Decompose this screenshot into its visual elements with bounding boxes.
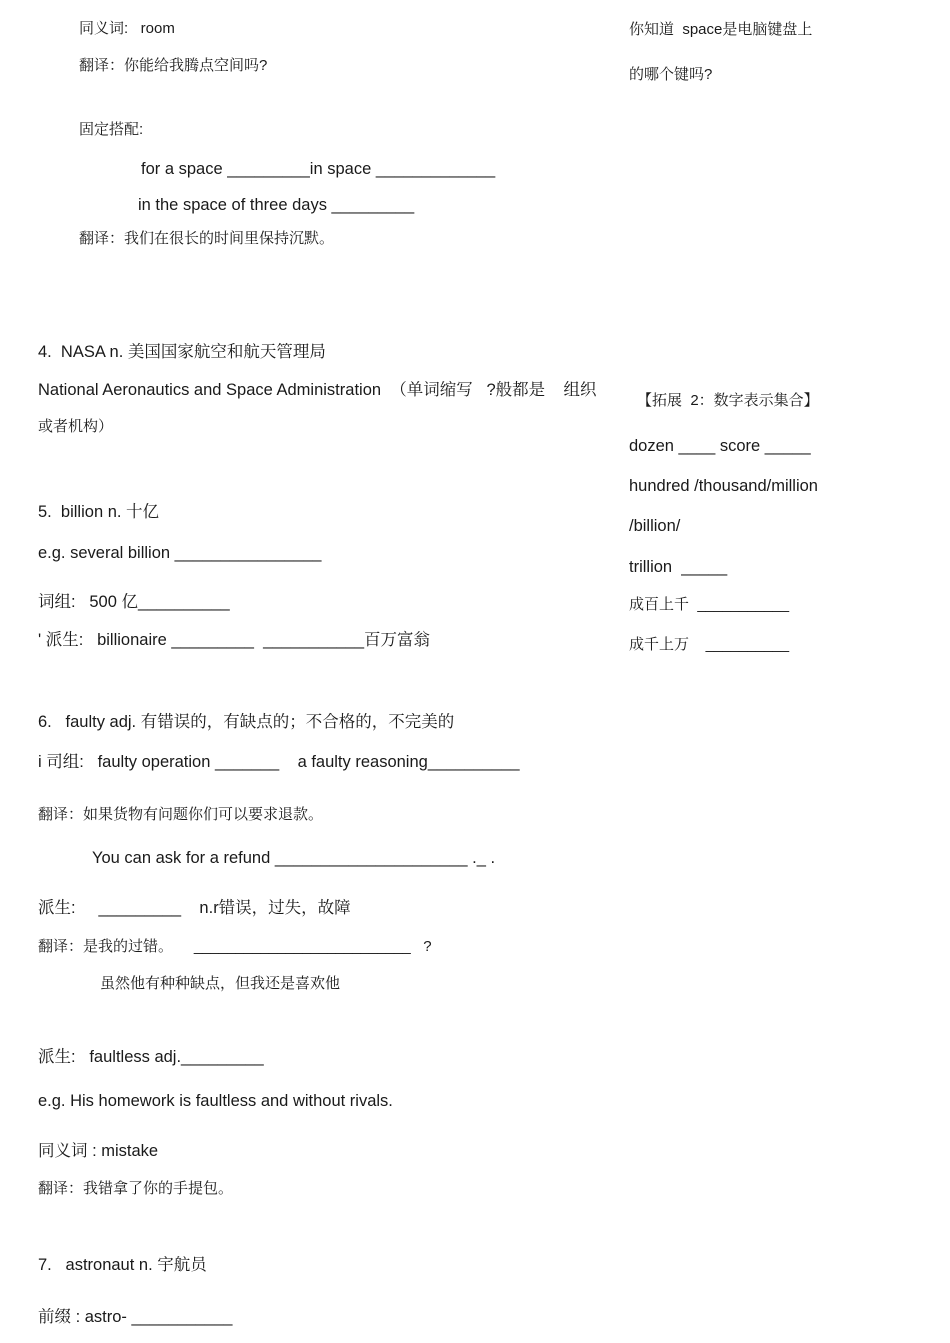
side-question-line: 的哪个键吗?: [629, 66, 713, 83]
collocation-line: for a space _________in space _____________: [141, 160, 496, 178]
translation-prompt: 翻译：如果货物有问题你们可以要求退款。: [38, 806, 324, 823]
entry-title: 5. billion n. 十亿: [38, 503, 160, 521]
synonym-line: 同义词: room: [79, 20, 175, 37]
derivative-line: 派生: faultless adj._________: [38, 1048, 264, 1066]
synonym-line: 同义词 : mistake: [38, 1142, 159, 1160]
translation-prompt: 翻译：是我的过错。 __________________________ ?: [38, 938, 432, 955]
prefix-line: 前缀 : astro- ___________: [38, 1308, 233, 1326]
translation-prompt: 虽然他有种种缺点，但我还是喜欢他: [100, 975, 341, 992]
sidebar-line: /billion/: [629, 517, 681, 535]
translation-prompt: 翻译：我们在很长的时间里保持沉默。: [79, 230, 335, 247]
side-question-line: 你知道 space是电脑键盘上: [629, 21, 813, 38]
entry-title: 4. NASA n. 美国国家航空和航天管理局: [38, 343, 326, 361]
example-sentence: e.g. His homework is faultless and without rivals.: [38, 1092, 393, 1110]
translation-prompt: 翻译：我错拿了你的手提包。: [38, 1180, 234, 1197]
example-sentence: e.g. several billion ________________: [38, 544, 322, 562]
sidebar-heading: 【拓展 2：数字表示集合】: [637, 392, 819, 409]
translation-prompt: 翻译：你能给我腾点空间吗?: [79, 57, 268, 74]
phrase-line: i 司组: faulty operation _______ a faulty reasoning__________: [38, 753, 520, 771]
collocation-heading: 固定搭配:: [79, 121, 144, 138]
derivative-line: 派生: _________ n.r错误，过失，故障: [38, 899, 351, 917]
fill-in-sentence: You can ask for a refund _____________________ ._ .: [92, 849, 496, 867]
entry-title: 6. faulty adj. 有错误的，有缺点的；不合格的，不完美的: [38, 713, 455, 731]
entry-title: 7. astronaut n. 宇航员: [38, 1256, 207, 1274]
entry-full-name: National Aeronautics and Space Administration （单词缩写 ?般都是 组织: [38, 381, 597, 399]
sidebar-line: hundred /thousand/million: [629, 477, 818, 495]
sidebar-line: 成百上千 ___________: [629, 596, 790, 613]
sidebar-line: dozen ____ score _____: [629, 437, 811, 455]
sidebar-line: 成千上万 __________: [629, 636, 790, 653]
phrase-line: 词组: 500 亿__________: [38, 593, 230, 611]
entry-full-name-cont: 或者机构）: [38, 418, 114, 435]
derivative-line: ' 派生: billionaire _________ ___________百万富翁: [38, 631, 431, 649]
sidebar-line: trillion _____: [629, 558, 728, 576]
collocation-line: in the space of three days _________: [138, 196, 415, 214]
